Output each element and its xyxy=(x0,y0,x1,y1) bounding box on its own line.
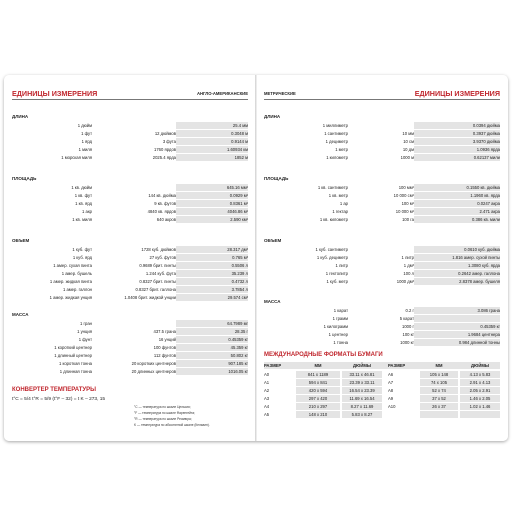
section-heading: ПЛОЩАДЬ xyxy=(264,176,289,181)
table-row xyxy=(264,184,500,191)
table-row xyxy=(12,360,248,367)
table-cell: 437.5 грана xyxy=(153,329,176,334)
table-cell: 20 коротких центнеров xyxy=(131,361,176,366)
table-row xyxy=(264,192,500,199)
table-row xyxy=(264,208,500,215)
table-row xyxy=(264,154,500,161)
table-cell: 594 x 841 xyxy=(308,380,328,385)
paper-table-header xyxy=(264,362,500,369)
paper-row xyxy=(264,411,500,418)
table-cell: 1 фунт xyxy=(78,337,92,342)
table-cell: 1 кв. ярд xyxy=(75,201,92,206)
table-cell: 10 000 см² xyxy=(393,193,414,198)
table-cell: 1 куб. дециметр xyxy=(316,255,348,260)
table-row xyxy=(264,323,500,330)
table-cell: 1 короткая тонна xyxy=(58,361,92,366)
table-row xyxy=(12,320,248,327)
table-row xyxy=(264,262,500,269)
table-cell: 1 куб. фут xyxy=(72,247,92,252)
table-cell: 2.471 акра xyxy=(479,209,500,214)
table-cell: 144 кв. дюйма xyxy=(148,193,176,198)
table-row xyxy=(264,138,500,145)
right-page xyxy=(256,75,508,441)
table-cell: 0.3937 дюйма xyxy=(472,131,500,136)
table-row xyxy=(264,146,500,153)
section-heading: ОБЪЕМ xyxy=(12,238,30,243)
table-cell: 1 куб. сантиметр xyxy=(315,247,348,252)
notebook-spread xyxy=(4,75,508,441)
table-cell: 10 см xyxy=(403,139,414,144)
table-cell: 0.0610 куб. дюйма xyxy=(464,247,500,252)
table-cell: 9 кв. футов xyxy=(154,201,176,206)
table-cell: 1 километр xyxy=(326,155,348,160)
table-cell: 1.0936 ярда xyxy=(476,147,500,152)
table-cell: 8.27 x 11.69 xyxy=(350,404,374,409)
table-cell: 0.0929 м² xyxy=(229,193,248,198)
table-cell: 1 короткий центнер xyxy=(54,345,92,350)
table-cell: 105 x 148 xyxy=(429,372,449,377)
table-cell: 1 гектолитр xyxy=(325,271,348,276)
paper-row xyxy=(264,395,500,402)
table-cell: 16.54 x 23.39 xyxy=(349,388,375,393)
table-cell: 297 x 420 xyxy=(308,396,328,401)
table-cell: 1.816 амер. сухой пинты xyxy=(452,255,500,260)
table-cell: 1 амер. сухая пинта xyxy=(53,263,92,268)
table-row xyxy=(264,130,500,137)
table-row xyxy=(264,246,500,253)
paper-formats-title: МЕЖДУНАРОДНЫЕ ФОРМАТЫ БУМАГИ xyxy=(264,352,383,358)
table-cell: 3.086 грана xyxy=(477,308,500,313)
table-cell: A2 xyxy=(264,388,270,393)
table-cell: 1 гран xyxy=(80,321,92,326)
table-row xyxy=(12,192,248,199)
right-page-title: ЕДИНИЦЫ ИЗМЕРЕНИЯ xyxy=(414,89,500,98)
table-cell: 16 унций xyxy=(158,337,176,342)
table-cell: 841 x 1189 xyxy=(307,372,329,377)
row-shading xyxy=(460,411,500,418)
table-cell: 100 мм² xyxy=(398,185,414,190)
table-row xyxy=(12,328,248,335)
table-cell: 1 амер. жидкая унция xyxy=(49,295,92,300)
table-cell: 1 амер. бушель xyxy=(61,271,92,276)
table-cell: 0.2 г xyxy=(405,308,414,313)
table-cell: 0.8327 брит. пинты xyxy=(139,279,176,284)
table-cell: 1 унция xyxy=(77,329,92,334)
row-shading xyxy=(420,411,458,418)
table-row xyxy=(12,262,248,269)
table-row xyxy=(264,315,500,322)
table-cell: 28.317 дм³ xyxy=(227,247,248,252)
table-cell: 2.05 x 2.91 xyxy=(469,388,491,393)
table-cell: 1760 ярдов xyxy=(154,147,176,152)
paper-row xyxy=(264,379,500,386)
table-cell: 148 x 210 xyxy=(308,412,328,417)
table-row xyxy=(12,154,248,161)
table-row xyxy=(12,278,248,285)
table-cell: 1.02 x 1.46 xyxy=(469,404,491,409)
table-row xyxy=(12,294,248,301)
header-cell: ММ xyxy=(314,363,322,368)
table-cell: 0.0394 дюйма xyxy=(472,123,500,128)
table-cell: A1 xyxy=(264,380,270,385)
table-cell: 74 x 105 xyxy=(430,380,448,385)
table-cell: 0.984 длинной тонны xyxy=(458,340,500,345)
table-cell: 0.2642 амер. галлона xyxy=(458,271,500,276)
table-cell: A6 xyxy=(388,372,394,377)
table-cell: 2.91 x 4.13 xyxy=(469,380,491,385)
table-cell: 640 акров xyxy=(156,217,176,222)
section-heading: МАССА xyxy=(12,312,29,317)
table-cell: 100 м² xyxy=(401,201,414,206)
table-cell: 35.239 л xyxy=(231,271,248,276)
table-cell: A3 xyxy=(264,396,270,401)
table-row xyxy=(12,246,248,253)
table-cell: A4 xyxy=(264,404,270,409)
table-cell: 52 x 74 xyxy=(432,388,446,393)
table-cell: 1000 г xyxy=(401,324,414,329)
table-cell: 0.386 кв. мили xyxy=(471,217,500,222)
section-heading: ПЛОЩАДЬ xyxy=(12,176,37,181)
table-row xyxy=(264,307,500,314)
table-cell: 1 кв. сантиметр xyxy=(317,185,348,190)
table-cell: 1 амер. жидкая пинта xyxy=(49,279,92,284)
table-row xyxy=(12,200,248,207)
table-row xyxy=(264,122,500,129)
converter-title: КОНВЕРТЕР ТЕМПЕРАТУРЫ xyxy=(12,387,97,393)
header-cell: ДЮЙМЫ xyxy=(471,363,489,368)
paper-row xyxy=(264,371,500,378)
table-cell: 1 куб. ярд xyxy=(72,255,92,260)
section-heading: ДЛИНА xyxy=(264,114,281,119)
table-cell: 1 кв. фут xyxy=(74,193,92,198)
table-cell: 1 килограмм xyxy=(323,324,348,329)
table-cell: 0.45359 кг xyxy=(480,324,500,329)
table-row xyxy=(12,208,248,215)
table-row xyxy=(12,336,248,343)
table-cell: 1 центнер xyxy=(328,332,348,337)
table-cell: 1 миля xyxy=(78,147,92,152)
left-header xyxy=(12,89,248,100)
table-cell: 1 куб. метр xyxy=(326,279,348,284)
table-cell: 210 x 297 xyxy=(308,404,328,409)
table-row xyxy=(12,286,248,293)
table-cell: 1.244 куб. фута xyxy=(145,271,176,276)
table-cell: 1 длинная тонна xyxy=(59,369,92,374)
header-cell: ММ xyxy=(435,363,443,368)
table-row xyxy=(264,254,500,261)
table-cell: 10 дм xyxy=(402,147,414,152)
table-row xyxy=(12,352,248,359)
table-cell: 1000 дм³ xyxy=(396,279,414,284)
table-cell: 1.46 x 2.05 xyxy=(469,396,491,401)
table-cell: A7 xyxy=(388,380,394,385)
table-cell: 4.13 x 5.83 xyxy=(469,372,491,377)
table-row xyxy=(264,216,500,223)
table-cell: 1 фут xyxy=(81,131,92,136)
left-page-title: ЕДИНИЦЫ ИЗМЕРЕНИЯ xyxy=(12,89,98,98)
note-line: K — температура по абсолютной шкале (Кельвин). xyxy=(134,423,210,427)
table-cell: 1 кв. километр xyxy=(319,217,348,222)
table-cell: 0.4732 л xyxy=(231,279,248,284)
table-cell: A0 xyxy=(264,372,270,377)
table-cell: 1 карат xyxy=(333,308,348,313)
header-cell: РАЗМЕР xyxy=(388,363,406,368)
table-cell: 0.9689 брит. пинты xyxy=(139,263,176,268)
table-row xyxy=(264,339,500,346)
table-cell: 12 дюймов xyxy=(154,131,176,136)
table-cell: 1 тонна xyxy=(333,340,348,345)
table-cell: 2025.4 ярда xyxy=(152,155,176,160)
table-cell: 645.16 мм² xyxy=(226,185,248,190)
table-cell: 29.574 см³ xyxy=(227,295,248,300)
table-cell: 0.45359 кг xyxy=(228,337,248,342)
table-cell: 1016.05 кг xyxy=(228,369,248,374)
table-cell: 1 сантиметр xyxy=(324,131,348,136)
table-cell: 0.8361 м² xyxy=(229,201,248,206)
table-cell: 28.35 г xyxy=(234,329,248,334)
table-cell: 26 x 37 xyxy=(432,404,446,409)
table-cell: 1 морская миля xyxy=(61,155,92,160)
table-cell: 1 метр xyxy=(335,147,348,152)
table-cell: 0.62137 мили xyxy=(473,155,500,160)
table-cell: 4046.86 м² xyxy=(227,209,248,214)
table-cell: 1 дециметр xyxy=(325,139,348,144)
table-cell: A9 xyxy=(388,396,394,401)
table-cell: 1 литр xyxy=(335,263,348,268)
table-cell: 11.69 x 16.54 xyxy=(349,396,375,401)
header-cell: РАЗМЕР xyxy=(264,363,282,368)
table-cell: 33.11 x 46.81 xyxy=(349,372,375,377)
table-cell: 0.3048 м xyxy=(231,131,248,136)
table-cell: 0.9144 м xyxy=(231,139,248,144)
right-page-subtitle: МЕТРИЧЕСКИЕ xyxy=(264,91,296,96)
table-cell: 1 литр xyxy=(401,255,414,260)
table-cell: 1.0408 брит. жидкой унции xyxy=(124,295,176,300)
table-row xyxy=(12,138,248,145)
table-cell: 907.185 кг xyxy=(228,361,248,366)
paper-row xyxy=(264,387,500,394)
table-cell: 1 кв. миля xyxy=(72,217,92,222)
table-cell: 1852 м xyxy=(234,155,248,160)
header-cell: ДЮЙМЫ xyxy=(353,363,371,368)
table-cell: 2.590 км² xyxy=(230,217,248,222)
table-cell: 1 миллиметр xyxy=(322,123,348,128)
table-cell: 23.39 x 33.11 xyxy=(349,380,375,385)
table-row xyxy=(264,200,500,207)
table-cell: 1 акр xyxy=(82,209,92,214)
table-row xyxy=(264,278,500,285)
table-cell: 1728 куб. дюймов xyxy=(141,247,176,252)
table-cell: A8 xyxy=(388,388,394,393)
table-cell: 3.7854 л xyxy=(231,287,248,292)
table-cell: 27 куб. футов xyxy=(149,255,176,260)
paper-row xyxy=(264,403,500,410)
table-row xyxy=(12,344,248,351)
table-cell: 0.8327 брит. галлона xyxy=(135,287,176,292)
table-cell: 100 фунтов xyxy=(153,345,176,350)
table-cell: A10 xyxy=(388,404,396,409)
table-cell: 1.3080 куб. ярда xyxy=(468,263,500,268)
table-cell: 1 амер. галлон xyxy=(62,287,92,292)
table-cell: 10 мм xyxy=(402,131,414,136)
note-line: °С — температура по шкале Цельсия; xyxy=(134,405,191,409)
table-cell: 10 000 м² xyxy=(395,209,414,214)
spine-gutter xyxy=(255,75,257,441)
table-cell: 0.1550 кв. дюйма xyxy=(466,185,500,190)
table-row xyxy=(12,368,248,375)
table-cell: 0.765 м³ xyxy=(232,255,248,260)
table-cell: 25.4 мм xyxy=(232,123,248,128)
table-cell: 1 кв. метр xyxy=(328,193,348,198)
table-row xyxy=(12,122,248,129)
table-cell: 420 x 594 xyxy=(308,388,328,393)
table-cell: 100 кг xyxy=(402,332,414,337)
table-cell: 1 дм³ xyxy=(403,263,414,268)
table-row xyxy=(264,270,500,277)
table-cell: 1 длинный центнер xyxy=(54,353,92,358)
section-heading: ДЛИНА xyxy=(12,114,29,119)
section-heading: МАССА xyxy=(264,299,281,304)
left-page xyxy=(4,75,256,441)
table-row xyxy=(12,130,248,137)
table-cell: 4840 кв. ярдов xyxy=(147,209,176,214)
table-cell: 1.60934 км xyxy=(226,147,248,152)
table-cell: 1.9684 центнера xyxy=(467,332,500,337)
table-cell: 0.0247 акра xyxy=(477,201,500,206)
table-row xyxy=(12,254,248,261)
table-cell: 1 ар xyxy=(339,201,348,206)
table-cell: 1 грамм xyxy=(332,316,348,321)
left-page-subtitle: АНГЛО-АМЕРИКАНСКИЕ xyxy=(196,91,248,96)
table-cell: 20 длинных центнеров xyxy=(131,369,176,374)
table-row xyxy=(12,184,248,191)
table-row xyxy=(264,331,500,338)
table-cell: 3.9370 дюйма xyxy=(472,139,500,144)
table-cell: 64.7989 мг xyxy=(227,321,248,326)
table-cell: 3 фута xyxy=(162,139,176,144)
table-cell: A5 xyxy=(264,412,270,417)
row-shading xyxy=(414,315,500,322)
table-cell: 112 фунтов xyxy=(153,353,176,358)
table-cell: 50.802 кг xyxy=(230,353,248,358)
table-cell: 1000 м xyxy=(400,155,414,160)
table-cell: 1 дюйм xyxy=(77,123,92,128)
table-cell: 1000 кг xyxy=(400,340,414,345)
table-cell: 1 кв. дюйм xyxy=(71,185,92,190)
table-cell: 37 x 52 xyxy=(432,396,446,401)
table-cell: 100 га xyxy=(402,217,414,222)
table-cell: 5.83 x 8.27 xyxy=(351,412,373,417)
table-cell: 1 гектар xyxy=(332,209,348,214)
right-header xyxy=(264,89,500,100)
converter-formula: t°С = 5/4 t°R = 5/9 (t°F – 32) = t K – 273, 15 xyxy=(12,397,106,402)
table-cell: 5 карат xyxy=(399,316,414,321)
table-cell: 100 л xyxy=(403,271,414,276)
table-cell: 1 ярд xyxy=(81,139,92,144)
note-line: °R — температура по шкале Реомюра; xyxy=(134,417,192,421)
table-row xyxy=(12,216,248,223)
table-cell: 1.1960 кв. ярда xyxy=(470,193,500,198)
table-cell: 0.5506 л xyxy=(231,263,248,268)
table-cell: 45.359 кг xyxy=(230,345,248,350)
note-line: °F — температура по шкале Фаренгейта; xyxy=(134,411,195,415)
table-row xyxy=(12,270,248,277)
table-row xyxy=(12,146,248,153)
table-cell: 2.8378 амер. бушеля xyxy=(459,279,500,284)
section-heading: ОБЪЕМ xyxy=(264,238,282,243)
